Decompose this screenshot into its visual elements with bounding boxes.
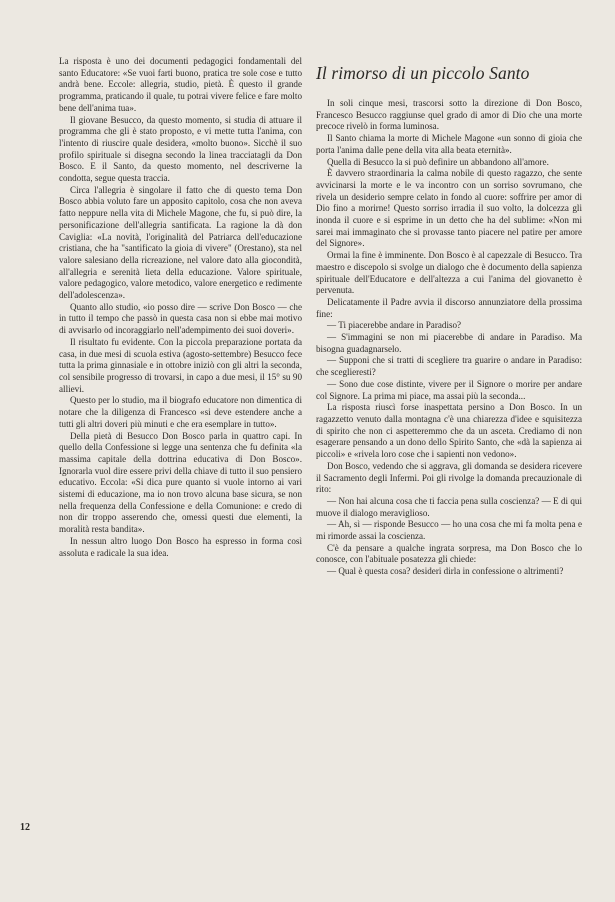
dialogue-line: — Qual è questa cosa? desideri dirla in confessione o altrimenti? [327, 566, 564, 577]
paragraph: La risposta riuscì forse inaspettata persino a Don Bosco. In un ragazzetto venuto dalla montagna c'è una chiarezza d'idee e squisitezza di spirito che non ci aspetteremmo che da un asceta. Crediamo di non esagerare pensando a un dono dello Spirito Santo, che «dà la sapienza ai piccoli» e «rivela loro cose che i sapienti non vedono». [316, 402, 582, 460]
dialogue-line: — Ah, sì — risponde Besucco — ho una cosa che mi fa molta pena e mi rimorde assai la coscienza. [316, 519, 582, 542]
paragraph: La risposta è uno dei documenti pedagogici fondamentali del santo Educatore: «Se vuoi farti buono, pratica tre sole cose e tutto andrà bene. Eccole: allegria, studio, pietà. È questo il grande programma, praticando il quale, tu potrai vivere felice e fare molto bene dell'anima tua». [59, 56, 302, 113]
paragraph: Don Bosco, vedendo che si aggrava, gli domanda se desidera ricevere il Sacramento degli Infermi. Poi gli rivolge la domanda precauzionale di rito: [316, 460, 582, 495]
right-column [316, 56, 582, 578]
dialogue-line: — Supponi che si tratti di scegliere tra guarire o andare in Paradiso: che sceglieresti? [316, 355, 582, 378]
section-title: Il rimorso di un piccolo Santo [316, 63, 530, 83]
paragraph: Quanto allo studio, «io posso dire — scrive Don Bosco — che in tutto il tempo che passò in questa casa non si ebbe mai motivo di avvisarlo od incoraggiarlo nell'adempimento dei suoi doveri». [59, 301, 302, 336]
paragraph: Questo per lo studio, ma il biografo educatore non dimentica di notare che la diligenza di Francesco «si deve estendere anche a tutti gli altri doveri più minuti e che era esemplare in tutto». [59, 395, 302, 429]
paragraph: Circa l'allegria è singolare il fatto che di questo tema Don Bosco abbia voluto fare un apposito capitolo, cosa che non aveva fatto neppure nella vita di Michele Magone, che fu, si può dire, la personificazione dell'allegria santificata. La ragione la dà don Caviglia: «La novità, l'originalità del Patriarca dell'educazione cristiana, che ha "santificato la gioia di vivere" (Orestano), sta nel valore salesiano della ricreazione, nel valore dato alla giocondità, all'allegria e serenità lieta della educazione. Valore spirituale, valore pedagogico, valore metodico, valore energetico e redimente dell'adolescenza». [59, 184, 302, 301]
paragraph: Della pietà di Besucco Don Bosco parla in quattro capi. In quello della Confessione si legge una sentenza che fu definita «la massima capitale della dottrina educativa di Don Bosco». Ignorarla vuol dire essere privi della chiave di tutto il suo pensiero educativo. Eccola: «Si dica pure quanto si vuole intorno ai vari sistemi di educazione, ma io non trovo alcuna base sicura, se non nella frequenza della Confessione e della Comunione: e credo di non dir troppo asserendo che, omessi questi due elementi, la moralità resta bandita». [59, 430, 302, 535]
paragraph: Quella di Besucco la si può definire un abbandono all'amore. [327, 156, 549, 167]
dialogue-line: — S'immagini se non mi piacerebbe di andare in Paradiso. Ma bisogna guadagnarselo. [316, 332, 582, 354]
paragraph: In soli cinque mesi, trascorsi sotto la direzione di Don Bosco, Francesco Besucco raggiunse quel grado di amor di Dio che una morte precoce rivelò in forma luminosa. [316, 98, 582, 132]
paragraph: Delicatamente il Padre avvia il discorso annunziatore della prossima fine: [316, 296, 582, 319]
dialogue-line: — Non hai alcuna cosa che ti faccia pena sulla coscienza? — E di qui muove il dialogo meraviglioso. [316, 495, 582, 518]
page-number: 12 [20, 822, 30, 833]
left-column [59, 56, 302, 559]
paragraph: Il Santo chiama la morte di Michele Magone «un sonno di gioia che porta l'anima dalle pene della vita alla beata eternità». [316, 133, 582, 155]
paragraph: Ormai la fine è imminente. Don Bosco è al capezzale di Besucco. Tra maestro e discepolo si svolge un dialogo che è documento della sapienza spirituale dell'Educatore e dell'altezza a cui l'anima del giovanetto è pervenuta. [316, 250, 582, 296]
paragraph: È davvero straordinaria la calma nobile di questo ragazzo, che sente avvicinarsi la morte e le va incontro con un sorriso sovrumano, che rivela un desiderio sempre celato in fondo al cuore: soffrire per amor di Dio fino a morirne! Questo sorriso irradia il suo volto, la dolcezza gli inonda il cuore e si esprime in un detto che ha del sublime: «Non mi sarei mai immaginato che si provasse tanto piacere nel patire per amore del Signore». [316, 168, 582, 249]
paragraph: C'è da pensare a qualche ingrata sorpresa, ma Don Bosco che lo conosce, con l'abituale posatezza gli chiede: [316, 542, 582, 565]
paragraph: Il giovane Besucco, da questo momento, si studia di attuare il programma che gli è stato proposto, e vi mette tutta l'anima, con l'intento di riuscire quale desidera, «molto buono». Sicchè il suo profilo spirituale si disegna secondo la linea tracciatagli da Don Bosco. E il Santo, da questo momento, nel descriverne la condotta, segue questa traccia. [59, 114, 302, 184]
paragraph: In nessun altro luogo Don Bosco ha espresso in forma così assoluta e radicale la sua idea. [59, 535, 302, 558]
paragraph: Il risultato fu evidente. Con la piccola preparazione portata da casa, in due mesi di scuola estiva (agosto-settembre) Besucco fece tutta la prima ginnasiale e in ottobre iniziò con gli altri la seconda, col sensibile progresso di trovarsi, in capo a due mesi, il 15° su 90 allievi. [59, 336, 302, 394]
dialogue-line: — Ti piacerebbe andare in Paradiso? [327, 320, 462, 331]
dialogue-line: — Sono due cose distinte, vivere per il Signore o morire per andare col Signore. La prima mi piace, ma assai più la seconda... [316, 378, 582, 401]
